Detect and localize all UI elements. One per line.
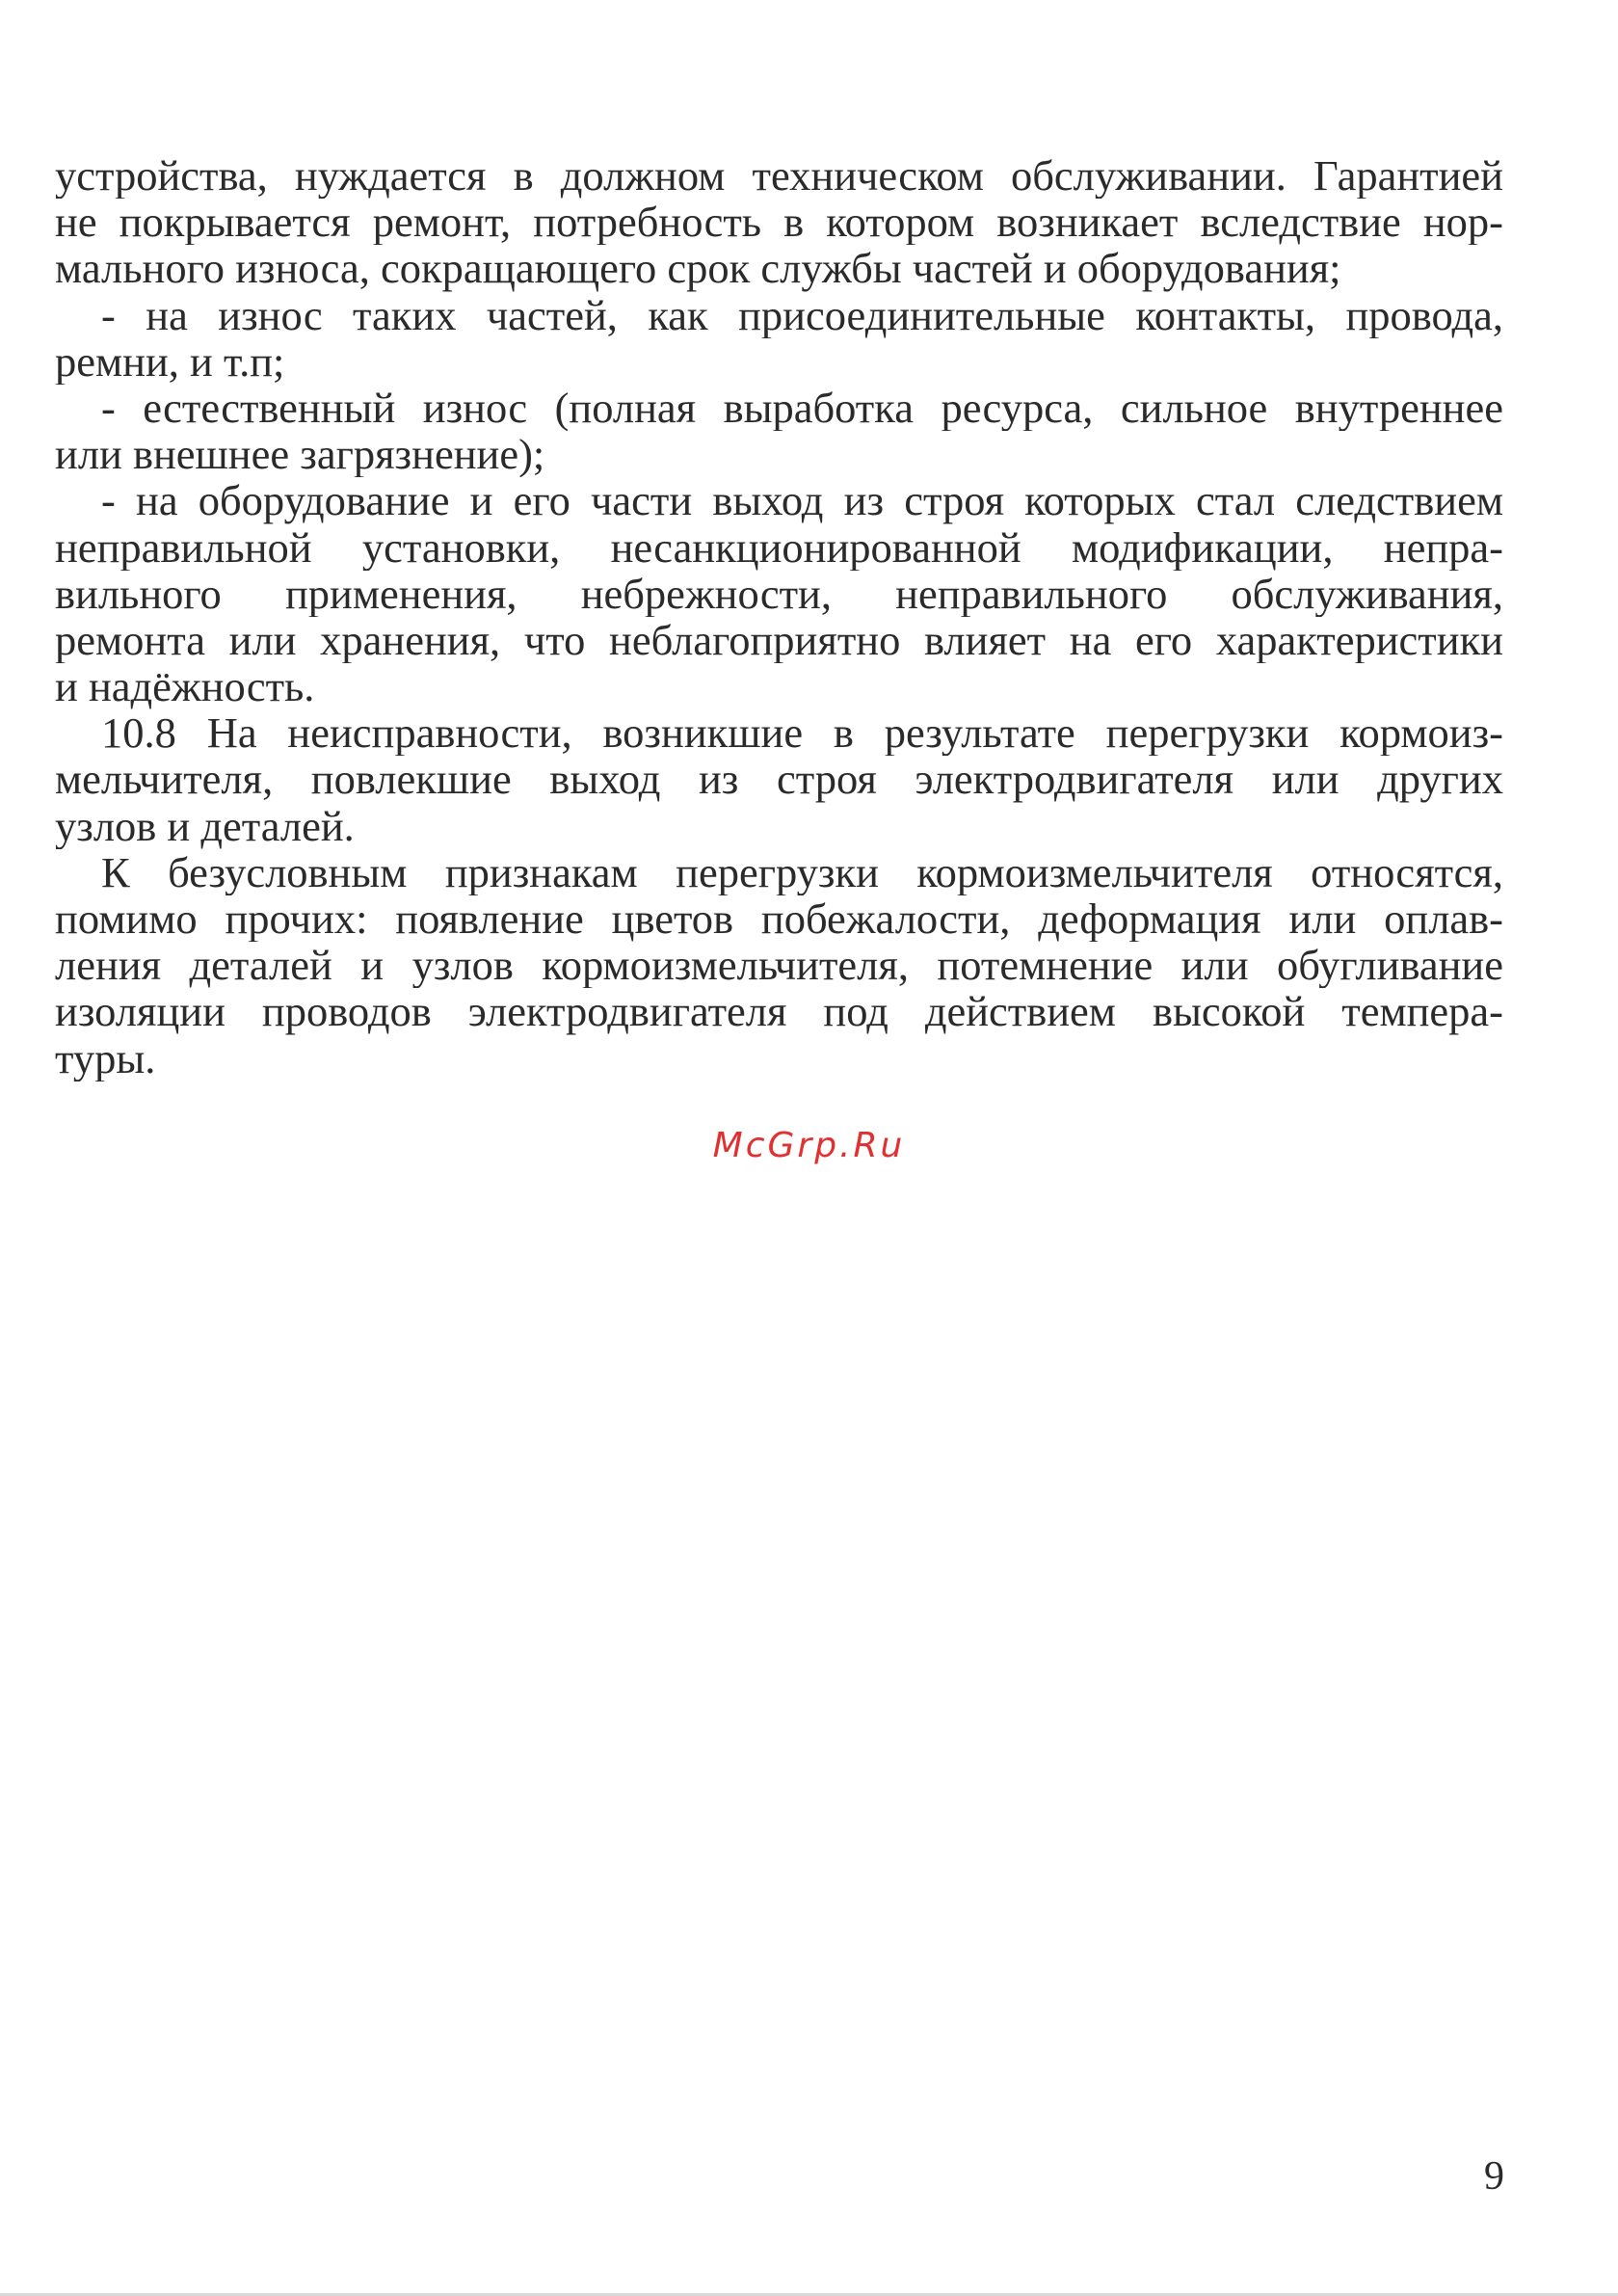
text-line: ремни, и т.п; bbox=[55, 337, 285, 385]
text-line: туры. bbox=[55, 1034, 156, 1081]
text-line: - на оборудование и его части выход из строя которых стал следствием bbox=[101, 477, 1503, 524]
text-line: изоляции проводов электродвигателя под действием высокой темпера- bbox=[55, 988, 1503, 1035]
text-line: неправильной установки, несанкционированной модификации, непра- bbox=[55, 523, 1503, 571]
text-line: или внешнее загрязнение); bbox=[55, 431, 545, 478]
text-line: мельчителя, повлекшие выход из строя электродвигателя или других bbox=[55, 756, 1503, 803]
text-line: узлов и деталей. bbox=[55, 802, 355, 849]
text-line: 10.8 На неисправности, возникшие в результате перегрузки кормоиз- bbox=[101, 709, 1503, 757]
text-line: и надёжность. bbox=[55, 663, 315, 710]
text-line: помимо прочих: появление цветов побежалости, деформация или оплав- bbox=[55, 895, 1503, 943]
watermark-link[interactable]: McGrp.Ru bbox=[712, 1126, 906, 1165]
warranty-exclusions-text bbox=[55, 152, 1503, 1081]
text-line: К безусловным признакам перегрузки кормоизмельчителя относятся, bbox=[101, 848, 1503, 895]
text-line: ремонта или хранения, что неблагоприятно влияет на его характеристики bbox=[55, 616, 1503, 664]
text-line: - на износ таких частей, как присоединительные контакты, провода, bbox=[101, 291, 1503, 338]
text-line: не покрывается ремонт, потребность в котором возникает вследствие нор- bbox=[55, 199, 1503, 246]
text-line: устройства, нуждается в должном техническом обслуживании. Гарантией bbox=[55, 152, 1503, 200]
text-line: - естественный износ (полная выработка ресурса, сильное внутреннее bbox=[101, 384, 1503, 432]
page-number: 9 bbox=[1484, 2154, 1504, 2199]
text-line: ления деталей и узлов кормоизмельчителя, потемнение или обугливание bbox=[55, 942, 1503, 989]
text-line: вильного применения, небрежности, неправильного обслуживания, bbox=[55, 570, 1503, 617]
text-line: мального износа, сокращающего срок службы частей и оборудования; bbox=[55, 245, 1341, 292]
